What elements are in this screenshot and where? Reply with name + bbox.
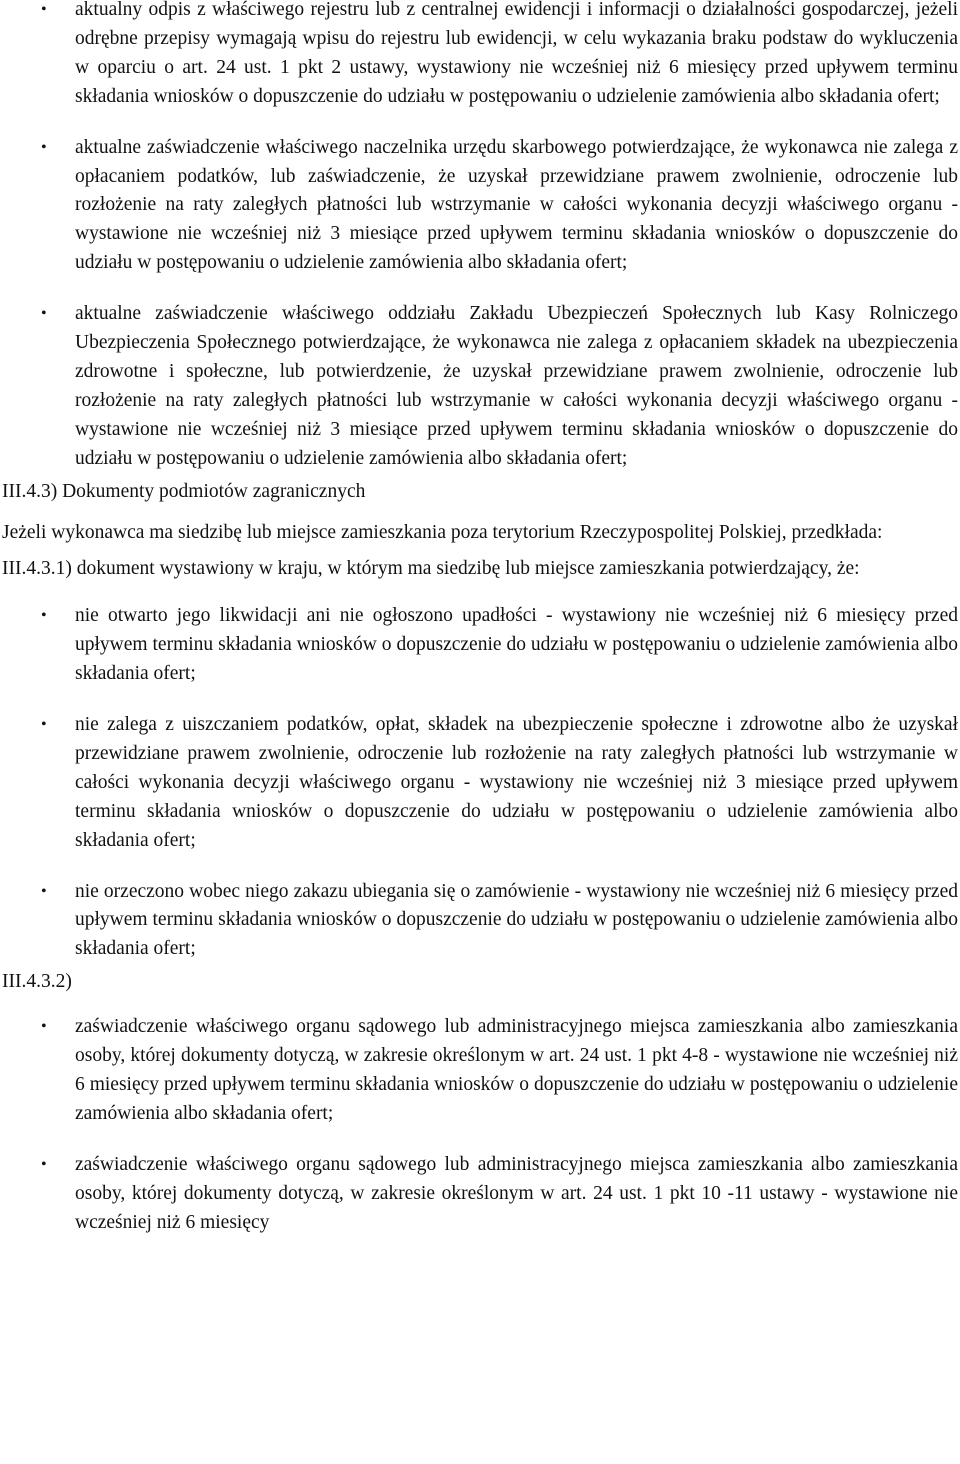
bullet-icon: •	[41, 882, 47, 900]
list-item-text: nie orzeczono wobec niego zakazu ubiegania się o zamówienie - wystawiony nie wcześniej niż 6 miesięcy przed upływem terminu składania wniosków o dopuszczenie do udziału w postępowaniu o udzielenie zamówienia albo składania ofert;	[75, 880, 958, 960]
bullet-icon: •	[41, 1, 47, 18]
bullet-icon: •	[41, 138, 47, 156]
list-item	[0, 1151, 958, 1238]
list-item-text: aktualny odpis z właściwego rejestru lub z centralnej ewidencji i informacji o działalności gospodarczej, jeżeli odrębne przepisy wymagają wpisu do rejestru lub ewidencji, w celu wykazania braku podstaw do wykluczenia w oparciu o art. 24 ust. 1 pkt 2 ustawy, wystawiony nie wcześniej niż 6 miesięcy przed upływem terminu składania wniosków o dopuszczenie do udziału w postępowaniu o udzielenie zamówienia albo składania ofert;	[75, 0, 958, 107]
list-item	[0, 711, 958, 856]
subsection-heading-1: III.4.3.1) dokument wystawiony w kraju, w którym ma siedzibę lub miejsce zamieszkania potwierdzający, że:	[2, 558, 860, 580]
requirements-list-domestic	[0, 0, 958, 474]
list-item	[0, 602, 958, 689]
list-item-text: zaświadczenie właściwego organu sądowego lub administracyjnego miejsca zamieszkania albo zamieszkania osoby, której dokumenty dotyczą, w zakresie określonym w art. 24 ust. 1 pkt 4-8 - wystawione nie wcześniej niż 6 miesięcy przed upływem terminu składania wniosków o dopuszczenie do udziału w postępowaniu o udzielenie zamówienia albo składania ofert;	[75, 1016, 958, 1124]
intro-paragraph: Jeżeli wykonawca ma siedzibę lub miejsce zamieszkania poza terytorium Rzeczypospolitej Polskiej, przedkłada:	[2, 521, 883, 543]
bullet-icon: •	[41, 607, 47, 625]
requirements-list-certificates	[0, 1013, 958, 1237]
list-item	[0, 300, 958, 473]
bullet-icon: •	[41, 716, 47, 734]
bullet-icon: •	[41, 1155, 47, 1173]
list-item-text: nie otwarto jego likwidacji ani nie ogłoszono upadłości - wystawiony nie wcześniej niż 6 miesięcy przed upływem terminu składania wniosków o dopuszczenie do udziału w postępowaniu o udzielenie zamówienia albo składania ofert;	[75, 605, 958, 685]
list-item	[0, 0, 958, 112]
list-item	[0, 134, 958, 279]
list-item-text: zaświadczenie właściwego organu sądowego lub administracyjnego miejsca zamieszkania albo zamieszkania osoby, której dokumenty dotyczą, w zakresie określonym w art. 24 ust. 1 pkt 10 -11 ustawy - wystawione nie wcześniej niż 6 miesięcy	[75, 1153, 958, 1233]
bullet-icon: •	[41, 305, 47, 323]
list-item-text: nie zalega z uiszczaniem podatków, opłat, składek na ubezpieczenie społeczne i zdrowotne albo że uzyskał przewidziane prawem zwolnienie, odroczenie lub rozłożenie na raty zaległych płatności lub wstrzymanie w całości wykonania decyzji właściwego organu - wystawiony nie wcześniej niż 3 miesiące przed upływem terminu składania wniosków o dopuszczenie do udziału w postępowaniu o udzielenie zamówienia albo składania ofert;	[75, 714, 958, 851]
list-item	[0, 878, 958, 965]
bullet-icon: •	[41, 1018, 47, 1036]
list-item	[0, 1013, 958, 1129]
requirements-list-foreign	[0, 602, 958, 964]
list-item-text: aktualne zaświadczenie właściwego oddziału Zakładu Ubezpieczeń Społecznych lub Kasy Rolniczego Ubezpieczenia Społecznego potwierdzające, że wykonawca nie zalega z opłacaniem składek na ubezpieczenia zdrowotne i społeczne, lub potwierdzenie, że uzyskał przewidziane prawem zwolnienie, odroczenie lub rozłożenie na raty zaległych płatności lub wstrzymanie w całości wykonania decyzji właściwego organu - wystawione nie wcześniej niż 3 miesiące przed upływem terminu składania wniosków o dopuszczenie do udziału w postępowaniu o udzielenie zamówienia albo składania ofert;	[75, 303, 958, 469]
section-heading: III.4.3) Dokumenty podmiotów zagranicznych	[2, 480, 366, 502]
list-item-text: aktualne zaświadczenie właściwego naczelnika urzędu skarbowego potwierdzające, że wykonawca nie zalega z opłacaniem podatków, lub zaświadczenie, że uzyskał przewidziane prawem zwolnienie, odroczenie lub rozłożenie na raty zaległych płatności lub wstrzymanie w całości wykonania decyzji właściwego organu - wystawione nie wcześniej niż 3 miesiące przed upływem terminu składania wniosków o dopuszczenie do udziału w postępowaniu o udzielenie zamówienia albo składania ofert;	[75, 136, 958, 274]
subsection-heading-2: III.4.3.2)	[2, 971, 72, 993]
